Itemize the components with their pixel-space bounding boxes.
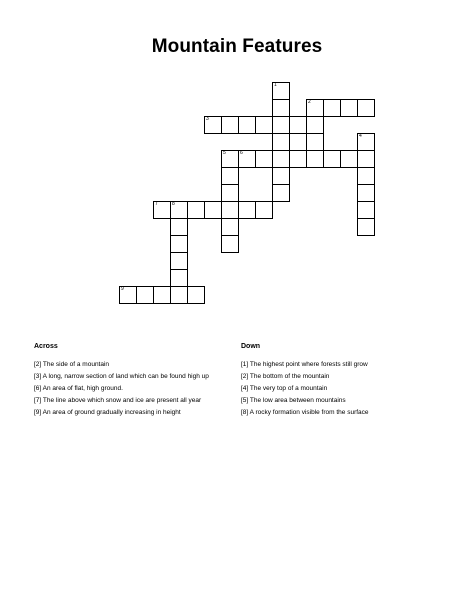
grid-cell[interactable] [357, 218, 375, 236]
grid-cell[interactable] [357, 133, 375, 151]
down-clue: [8] A rocky formation visible from the surface [241, 409, 369, 416]
cell-number: 8 [172, 201, 175, 207]
grid-cell[interactable] [357, 150, 375, 168]
grid-cell[interactable] [306, 150, 324, 168]
cell-number: 4 [359, 133, 362, 139]
cell-number: 3 [206, 116, 209, 122]
grid-cell[interactable] [272, 184, 290, 202]
grid-cell[interactable] [255, 116, 273, 134]
down-clue: [1] The highest point where forests still grow [241, 361, 368, 368]
grid-cell[interactable] [340, 150, 358, 168]
grid-cell[interactable] [221, 167, 239, 185]
down-clue-list [241, 361, 441, 421]
grid-cell[interactable] [357, 167, 375, 185]
grid-cell[interactable] [306, 116, 324, 134]
grid-cell[interactable] [255, 201, 273, 219]
down-clue: [5] The low area between mountains [241, 397, 346, 404]
grid-cell[interactable] [170, 235, 188, 253]
grid-cell[interactable] [289, 150, 307, 168]
grid-cell[interactable] [204, 116, 222, 134]
cell-number: 2 [308, 99, 311, 105]
grid-cell[interactable] [289, 116, 307, 134]
down-heading: Down [241, 343, 261, 350]
grid-cell[interactable] [272, 133, 290, 151]
cell-number: 7 [155, 201, 158, 207]
grid-cell[interactable] [221, 116, 239, 134]
grid-cell[interactable] [272, 167, 290, 185]
grid-cell[interactable] [204, 201, 222, 219]
across-clue: [7] The line above which snow and ice are present all year [34, 397, 202, 404]
grid-cell[interactable] [221, 201, 239, 219]
cell-number: 1 [274, 82, 277, 88]
cell-number: 6 [240, 150, 243, 156]
grid-cell[interactable] [272, 99, 290, 117]
grid-cell[interactable] [170, 269, 188, 287]
across-clue: [2] The side of a mountain [34, 361, 110, 368]
cell-number: 5 [223, 150, 226, 156]
grid-cell[interactable] [170, 286, 188, 304]
grid-cell[interactable] [187, 286, 205, 304]
across-clue: [9] An area of ground gradually increasing in height [34, 409, 181, 416]
grid-cell[interactable] [221, 218, 239, 236]
grid-cell[interactable] [187, 201, 205, 219]
grid-cell[interactable] [170, 218, 188, 236]
across-clue-list [34, 361, 230, 421]
grid-cell[interactable] [255, 150, 273, 168]
grid-cell[interactable] [153, 286, 171, 304]
page-title: Mountain Features [151, 36, 323, 57]
grid-cell[interactable] [272, 82, 290, 100]
grid-cell[interactable] [323, 150, 341, 168]
grid-cell[interactable] [221, 235, 239, 253]
grid-cell[interactable] [136, 286, 154, 304]
down-clue: [4] The very top of a mountain [241, 385, 328, 392]
cell-number: 9 [121, 286, 124, 292]
grid-cell[interactable] [153, 201, 171, 219]
grid-cell[interactable] [221, 150, 239, 168]
grid-cell[interactable] [306, 99, 324, 117]
grid-cell[interactable] [272, 150, 290, 168]
grid-cell[interactable] [340, 99, 358, 117]
across-clue: [6] An area of flat, high ground. [34, 385, 123, 392]
grid-cell[interactable] [170, 201, 188, 219]
grid-cell[interactable] [357, 184, 375, 202]
across-clue: [3] A long, narrow section of land which can be found high up [34, 373, 209, 380]
grid-cell[interactable] [272, 116, 290, 134]
grid-cell[interactable] [306, 133, 324, 151]
grid-cell[interactable] [238, 116, 256, 134]
grid-cell[interactable] [238, 201, 256, 219]
down-clue: [2] The bottom of the mountain [241, 373, 330, 380]
grid-cell[interactable] [357, 99, 375, 117]
grid-cell[interactable] [170, 252, 188, 270]
grid-cell[interactable] [221, 184, 239, 202]
grid-cell[interactable] [238, 150, 256, 168]
grid-cell[interactable] [119, 286, 137, 304]
across-heading: Across [34, 343, 58, 350]
grid-cell[interactable] [357, 201, 375, 219]
grid-cell[interactable] [323, 99, 341, 117]
